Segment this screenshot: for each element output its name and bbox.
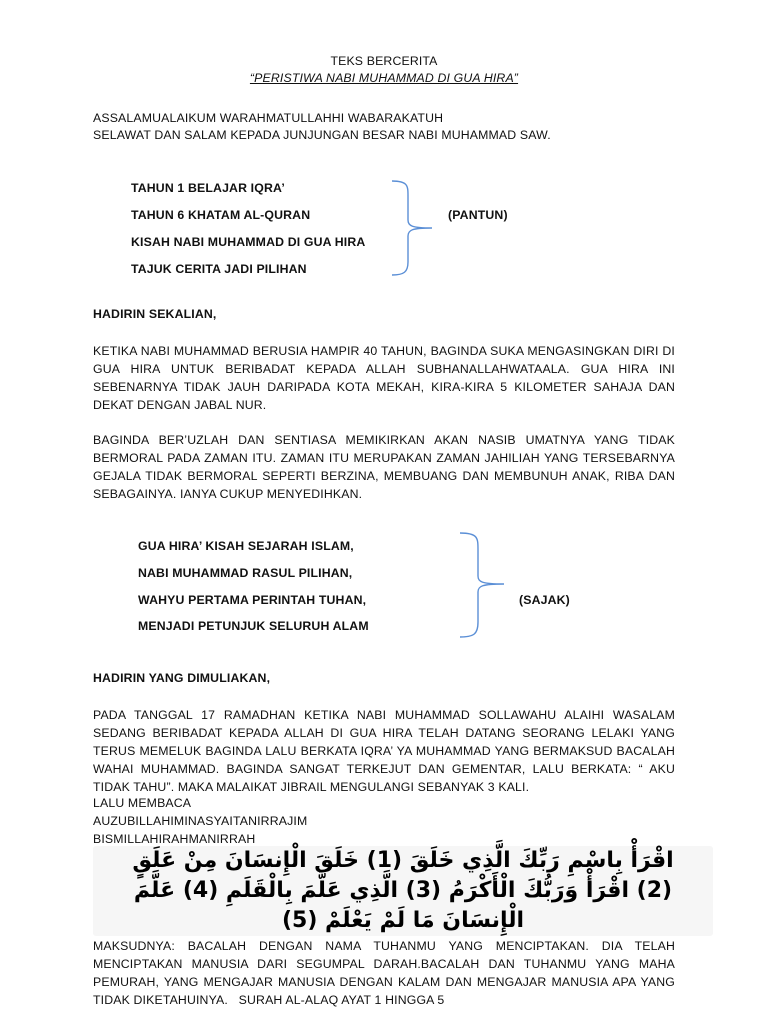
section-1-paragraph-2-text: BAGINDA BER’UZLAH DAN SENTIASA MEMIKIRKAN AKAN NASIB UMATNYA YANG TIDAK BERMORAL PADA ZAMAN ITU. ZAMAN ITU MERUPAKAN ZAMAN JAHILIAH YANG TERSEBARNYA GEJALA TIDAK BERMORAL SEPERTI BERZINA, MEMBUANG DAN MEMBUNUH ANAK, RIBA DAN SEBAGAINYA. IANYA CUKUP MENYEDIHKAN. bbox=[93, 433, 675, 501]
pantun-tag: (PANTUN) bbox=[448, 208, 508, 222]
meaning-reference: SURAH AL-ALAQ AYAT 1 HINGGA 5 bbox=[238, 993, 445, 1007]
section-1-paragraph-1 bbox=[93, 342, 675, 414]
arabic-verse-line-1: اقْرَأْ بِاسْمِ رَبِّكَ الَّذِي خَلَقَ (1) خَلَقَ الْإِنسَانَ مِنْ عَلَقٍ bbox=[132, 848, 674, 873]
pantun-line-4: TAJUK CERITA JADI PILIHAN bbox=[131, 262, 307, 276]
sajak-line-4: MENJADI PETUNJUK SELURUH ALAM bbox=[138, 619, 369, 633]
document-subtitle-text: “PERISTIWA NABI MUHAMMAD DI GUA HIRA” bbox=[249, 71, 519, 85]
pantun-line-2: TAHUN 6 KHATAM AL-QURAN bbox=[131, 208, 311, 222]
pantun-line-1: TAHUN 1 BELAJAR IQRA’ bbox=[131, 181, 285, 195]
sajak-line-2: NABI MUHAMMAD RASUL PILIHAN, bbox=[138, 566, 353, 580]
section-2-paragraph bbox=[93, 706, 675, 796]
section-2-heading: HADIRIN YANG DIMULIAKAN, bbox=[93, 671, 271, 685]
arabic-verses-image bbox=[93, 846, 713, 936]
section-2-paragraph-text: PADA TANGGAL 17 RAMADHAN KETIKA NABI MUHAMMAD SOLLAWAHU ALAIHI WASALAM SEDANG BERIBADAT KEPADA ALLAH DI GUA HIRA TELAH DATANG SEORANG LELAKI YANG TERUS MEMELUK BAGINDA LALU BERKATA IQRA’ YA MUHAMMAD YANG BERMAKSUD BACALAH WAHAI MUHAMMAD. BAGINDA SANGAT TERKEJUT DAN GEMENTAR, LALU BERKATA: “ AKU TIDAK TAHU”. MAKA MALAIKAT JIBRAIL MENGULANGI SEBANYAK 3 KALI. bbox=[93, 708, 675, 794]
pantun-brace-icon bbox=[390, 178, 438, 278]
section-1-paragraph-2 bbox=[93, 431, 675, 503]
section-1-paragraph-1-text: KETIKA NABI MUHAMMAD BERUSIA HAMPIR 40 TAHUN, BAGINDA SUKA MENGASINGKAN DIRI DI GUA HIRA UNTUK BERIBADAT KEPADA ALLAH SUBHANALLAHWATAALA. GUA HIRA INI SEBENARNYA TIDAK JAUH DARIPADA KOTA MEKAH, KIRA-KIRA 5 KILOMETER SAHAJA DAN DEKAT DENGAN JABAL NUR. bbox=[93, 344, 675, 412]
section-1-heading: HADIRIN SEKALIAN, bbox=[93, 307, 217, 321]
sajak-line-1: GUA HIRA’ KISAH SEJARAH ISLAM, bbox=[138, 539, 354, 553]
document-subtitle bbox=[0, 71, 768, 85]
greeting-line-1: ASSALAMUALAIKUM WARAHMATULLAHHI WABARAKATUH bbox=[93, 111, 444, 125]
membaca-line: LALU MEMBACA bbox=[93, 796, 192, 810]
sajak-brace-icon bbox=[458, 530, 508, 640]
meaning-paragraph-text: MAKSUDNYA: BACALAH DENGAN NAMA TUHANMU YANG MENCIPTAKAN. DIA TELAH MENCIPTAKAN MANUSIA DARI SEGUMPAL DARAH.BACALAH DAN TUHANMU YANG MAHA PEMURAH, YANG MENGAJAR MANUSIA DENGAN KALAM DAN MENGAJAR MANUSIA APA YANG TIDAK DIKETAHUINYA. bbox=[93, 939, 675, 1007]
auzubillah-line: AUZUBILLAHIMINASYAITANIRRAJIM bbox=[93, 814, 308, 828]
greeting-line-2: SELAWAT DAN SALAM KEPADA JUNJUNGAN BESAR NABI MUHAMMAD SAW. bbox=[93, 128, 551, 142]
bismillah-line: BISMILLAHIRAHMANIRRAH bbox=[93, 832, 256, 846]
sajak-tag: (SAJAK) bbox=[519, 593, 570, 607]
sajak-line-3: WAHYU PERTAMA PERINTAH TUHAN, bbox=[138, 593, 367, 607]
arabic-verse-line-3: الْإِنسَانَ مَا لَمْ يَعْلَمْ (5) bbox=[281, 908, 525, 933]
arabic-verse-line-2: (2) اقْرَأْ وَرَبُّكَ الْأَكْرَمُ (3) الَّذِي عَلَّمَ بِالْقَلَمِ (4) عَلَّمَ bbox=[133, 878, 673, 903]
pantun-line-3: KISAH NABI MUHAMMAD DI GUA HIRA bbox=[131, 235, 366, 249]
meaning-paragraph bbox=[93, 937, 675, 1009]
document-title: TEKS BERCERITA bbox=[330, 54, 438, 68]
